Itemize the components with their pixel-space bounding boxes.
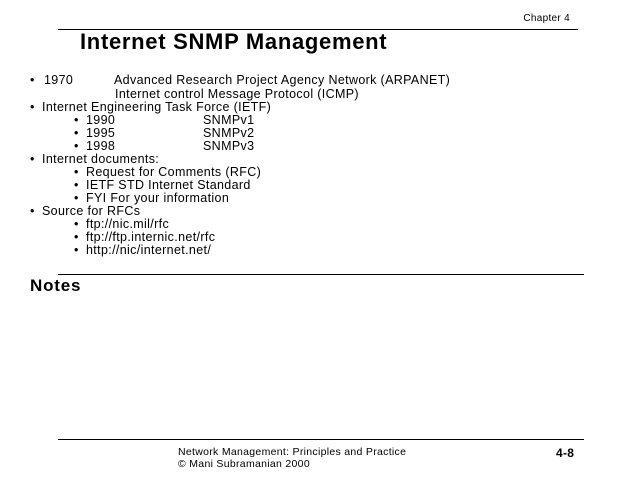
bullet-marker: • [74, 230, 79, 244]
version-name: SNMPv1 [203, 113, 255, 127]
source-url: http://nic/internet.net/ [86, 243, 212, 257]
bullet-marker: • [74, 126, 79, 140]
bullet-marker: • [74, 178, 79, 192]
bullet-marker: • [74, 191, 79, 205]
version-name: SNMPv2 [203, 126, 255, 140]
notes-heading: Notes [30, 276, 82, 295]
version-year: 1998 [86, 139, 116, 153]
bullet-marker: • [30, 152, 35, 166]
document-item [74, 178, 251, 192]
document-text: IETF STD Internet Standard [86, 178, 251, 192]
source-item [74, 217, 169, 231]
slide-title: Internet SNMP Management [80, 29, 388, 54]
document-text: FYI For your information [86, 191, 230, 205]
bullet-marker: • [74, 243, 79, 257]
footer-divider [58, 439, 584, 440]
bullet-marker: • [74, 165, 79, 179]
footer-copyright: © Mani Subramanian 2000 [178, 458, 310, 470]
footer-book-title: Network Management: Principles and Practice [178, 446, 407, 458]
bullet-marker: • [30, 73, 35, 87]
list-item-arpanet [30, 73, 450, 87]
version-year: 1990 [86, 113, 116, 127]
source-item [74, 230, 215, 244]
document-item [74, 191, 229, 205]
notes-divider [58, 274, 584, 275]
source-url: ftp://ftp.internic.net/rfc [86, 230, 216, 244]
document-text: Request for Comments (RFC) [86, 165, 262, 179]
list-item-ietf [30, 100, 271, 114]
bullet-marker: • [30, 204, 35, 218]
documents-label: Internet documents: [42, 152, 160, 166]
document-item [74, 165, 261, 179]
snmp-version-item [74, 113, 254, 127]
source-url: ftp://nic.mil/rfc [86, 217, 170, 231]
page-number: 4-8 [556, 446, 575, 460]
bullet-marker: • [74, 139, 79, 153]
version-year: 1995 [86, 126, 116, 140]
snmp-version-item [74, 126, 254, 140]
bullet-marker: • [74, 217, 79, 231]
version-name: SNMPv3 [203, 139, 255, 153]
icmp-text: Internet control Message Protocol (ICMP) [115, 87, 359, 101]
sources-label: Source for RFCs [42, 204, 141, 218]
arpanet-text: Advanced Research Project Agency Network (ARPANET) [114, 73, 451, 87]
bullet-marker: • [30, 100, 35, 114]
list-item-documents [30, 152, 159, 166]
ietf-label: Internet Engineering Task Force (IETF) [42, 100, 272, 114]
chapter-label: Chapter 4 [523, 13, 570, 24]
source-item [74, 243, 211, 257]
list-item-sources [30, 204, 140, 218]
snmp-version-item [74, 139, 254, 153]
bullet-marker: • [74, 113, 79, 127]
year-label: 1970 [44, 73, 74, 87]
